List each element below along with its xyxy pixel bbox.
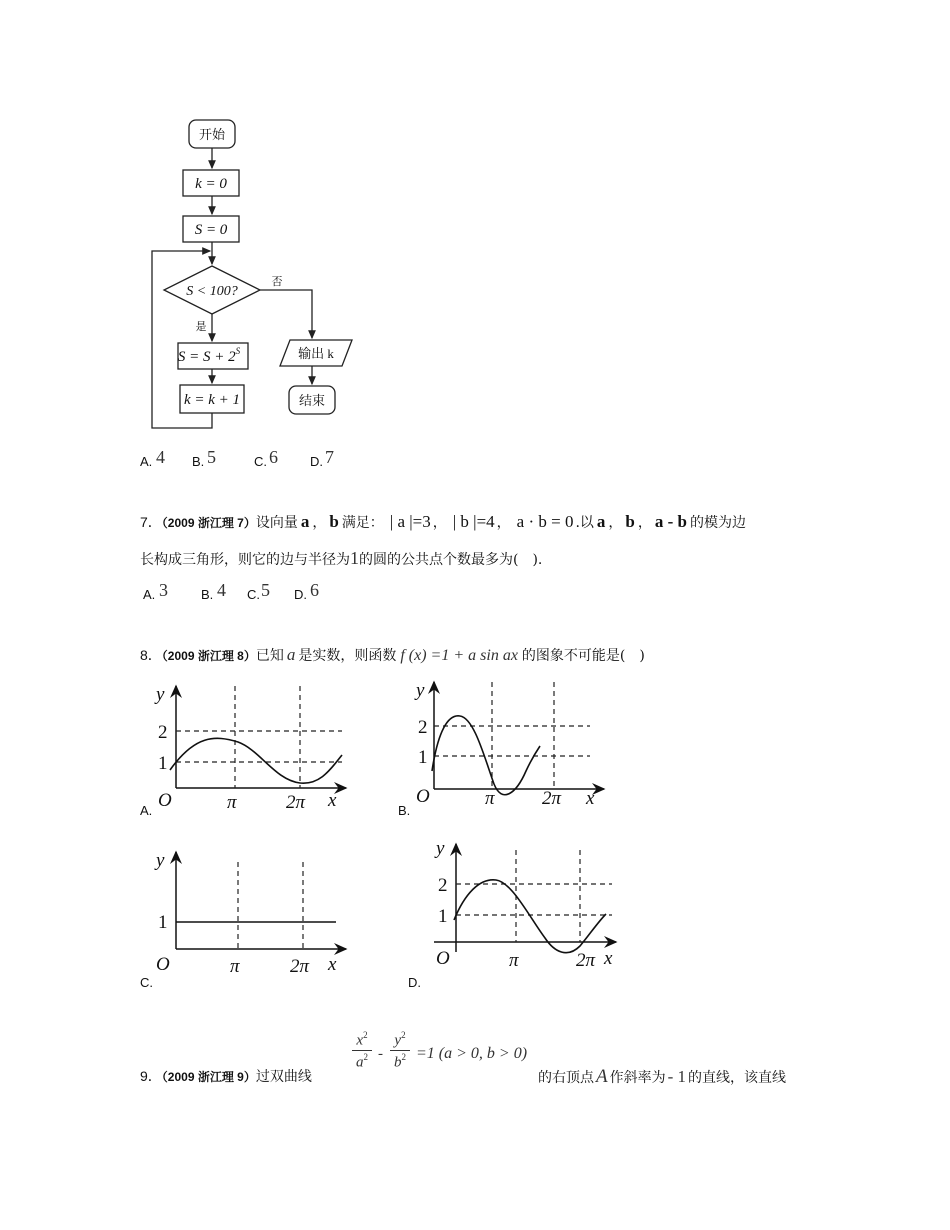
- q7-option-d-value: 6: [310, 580, 319, 600]
- q8-number: 8．: [140, 647, 162, 663]
- flow-init-k-text: k = 0: [195, 176, 227, 192]
- q7-text-3: .以: [575, 515, 594, 531]
- q8-graph-d-y-label: y: [436, 838, 445, 859]
- flow-output-text: 输出 k: [298, 346, 334, 361]
- q7-options: [143, 580, 383, 604]
- q7-sep-3: ，: [496, 515, 511, 531]
- q8-graph-d: [420, 838, 625, 973]
- q9-text-4: 的直线，该直线: [688, 1070, 787, 1086]
- q8-graph-b-curve: [432, 716, 540, 795]
- q7-option-c-label: C.: [247, 587, 260, 602]
- q8-graph-b-origin: O: [416, 786, 430, 806]
- q9-rhs: =1 (a > 0, b > 0): [416, 1045, 528, 1062]
- q9-a-sq: 2: [363, 1052, 368, 1063]
- q7-option-d-label: D.: [294, 587, 307, 602]
- q7-option-b-value: 4: [217, 580, 226, 600]
- q7-vec-a-2: a: [596, 512, 606, 531]
- q7-option-a-label: A.: [143, 587, 156, 602]
- q6-option-c-label: C.: [254, 454, 267, 469]
- q8-graph-d-2pi: 2π: [576, 950, 596, 971]
- q7-option-b-label: B.: [201, 587, 214, 602]
- q8-graph-a-curve: [170, 738, 342, 783]
- q9-frac-y: [388, 1030, 412, 1072]
- q9-text-3: 作斜率为: [609, 1070, 666, 1086]
- q8-text-3: 的图象不可能是( ): [521, 648, 645, 664]
- q7-vec-b: b: [329, 512, 339, 531]
- q9-hyperbola-equation: [350, 1030, 540, 1084]
- q8-graph-a: [150, 680, 355, 810]
- q8-graph-b-x-label: x: [586, 788, 595, 806]
- q8-graph-b: [408, 676, 613, 806]
- q8-graph-c-pi: π: [230, 956, 240, 976]
- flow-init-s-text: S = 0: [194, 222, 228, 238]
- q9-vertex-a: A: [596, 1066, 608, 1087]
- q9-minus: -: [378, 1046, 383, 1062]
- flow-yes-label: 是: [195, 321, 207, 333]
- q7-vec-a-minus-b: a - b: [654, 512, 688, 531]
- q8-var-a: a: [286, 645, 296, 664]
- q8-graph-a-2pi: 2π: [286, 792, 306, 810]
- q9-y: y: [394, 1032, 402, 1049]
- q8-graph-c-origin: O: [156, 954, 170, 975]
- q8-graph-b-2pi: 2π: [542, 788, 562, 806]
- q7-option-c-value: 5: [261, 580, 270, 600]
- q8-graph-b-pi: π: [485, 788, 495, 806]
- q8-option-a-label: A.: [140, 803, 153, 818]
- q7-line-2a: 长构成三角形，则它的边与半径为: [140, 552, 350, 568]
- q7-sep-2: ，: [432, 515, 447, 531]
- q8-text-1: 已知: [255, 648, 284, 664]
- q9-line-1: [140, 1066, 312, 1090]
- q9-text-2: 的右顶点: [538, 1070, 594, 1086]
- q8-graph-d-pi: π: [509, 950, 519, 971]
- q8-graph-a-y-label: y: [156, 684, 165, 705]
- q8-graph-d-origin: O: [436, 948, 450, 969]
- q8-graph-a-tick-2: 2: [158, 722, 168, 743]
- q8-line-1: [140, 645, 645, 669]
- q8-graph-b-tick-1: 1: [418, 747, 428, 768]
- q6-option-d-label: D.: [310, 454, 323, 469]
- flowchart: [140, 110, 370, 440]
- flow-no-label: 否: [271, 276, 283, 288]
- q7-line-2b: 的圆的公共点个数最多为( ).: [359, 552, 543, 568]
- q7-text-1: 设向量: [255, 515, 298, 531]
- q8-graph-c: [150, 846, 355, 976]
- q9-number: 9．: [140, 1068, 162, 1084]
- q7-cond-1: | a |=3: [389, 512, 431, 531]
- q7-line-2: [140, 548, 542, 572]
- q8-graph-c-x-label: x: [328, 954, 337, 975]
- q8-graph-a-tick-1: 1: [158, 753, 168, 774]
- q7-vec-a: a: [300, 512, 310, 531]
- q7-cond-2: | b |=4: [452, 512, 495, 531]
- flow-start-text: 开始: [198, 127, 226, 142]
- q6-option-b-value: 5: [207, 447, 216, 467]
- q8-graph-b-y-label: y: [416, 680, 425, 701]
- q7-option-a-value: 3: [159, 580, 168, 600]
- q7-vec-b-2: b: [625, 512, 635, 531]
- q8-graph-a-pi: π: [227, 792, 237, 810]
- q9-text-1: 过双曲线: [255, 1069, 312, 1085]
- q6-options: [140, 447, 400, 471]
- q6-option-c-value: 6: [269, 447, 278, 467]
- q7-cond-3: a · b = 0: [516, 512, 574, 531]
- q8-source: （2009 浙江理 8）: [161, 649, 256, 663]
- q9-x: x: [356, 1032, 364, 1049]
- q6-option-a-label: A.: [140, 454, 153, 469]
- q9-source: （2009 浙江理 9）: [161, 1070, 256, 1084]
- q7-text-2: 满足：: [341, 515, 384, 531]
- q8-graph-d-x-label: x: [604, 948, 613, 969]
- flow-condition-text: S < 100?: [186, 284, 238, 299]
- flow-update-k-text: k = k + 1: [183, 392, 241, 408]
- q8-graph-c-tick-1: 1: [158, 912, 168, 933]
- q9-x-sq: 2: [363, 1030, 368, 1040]
- q9-a: a: [356, 1054, 364, 1071]
- q8-graph-c-y-label: y: [156, 850, 165, 871]
- q8-option-c-label: C.: [140, 975, 153, 990]
- q9-b-sq: 2: [401, 1052, 406, 1063]
- q7-source: （2009 浙江理 7）: [161, 516, 256, 530]
- q9-frac-x: [350, 1030, 374, 1072]
- q9-line-1-continued: [538, 1066, 786, 1090]
- q7-text-4: 的模为边: [690, 515, 747, 531]
- q8-option-d-label: D.: [408, 975, 421, 990]
- q8-graph-a-x-label: x: [328, 790, 337, 810]
- q8-graph-d-tick-2: 2: [438, 875, 448, 896]
- q7-radius: 1: [350, 548, 359, 568]
- q9-y-sq: 2: [401, 1030, 406, 1040]
- q8-graph-d-tick-1: 1: [438, 906, 448, 927]
- q8-option-b-label: B.: [398, 803, 411, 818]
- q8-graph-b-tick-2: 2: [418, 717, 428, 738]
- q8-text-2: 是实数，则函数: [298, 648, 397, 664]
- q7-sep-4: ，: [608, 515, 623, 531]
- flow-end-text: 结束: [298, 393, 326, 408]
- q9-b: b: [394, 1054, 402, 1071]
- q8-graph-a-origin: O: [158, 790, 172, 810]
- q6-option-d-value: 7: [325, 447, 334, 467]
- q7-line-1: [140, 512, 820, 536]
- q6-option-a-value: 4: [156, 447, 165, 467]
- flow-update-s-text: $S = S + 2^S$: [177, 346, 241, 365]
- q7-number: 7．: [140, 514, 162, 530]
- q7-sep-1: ，: [312, 515, 327, 531]
- q7-sep-5: ，: [637, 515, 652, 531]
- q8-function: f (x) =1 + a sin ax: [400, 647, 518, 664]
- q6-option-b-label: B.: [192, 454, 205, 469]
- q9-slope: - 1: [667, 1067, 687, 1086]
- q8-graph-c-2pi: 2π: [290, 956, 310, 976]
